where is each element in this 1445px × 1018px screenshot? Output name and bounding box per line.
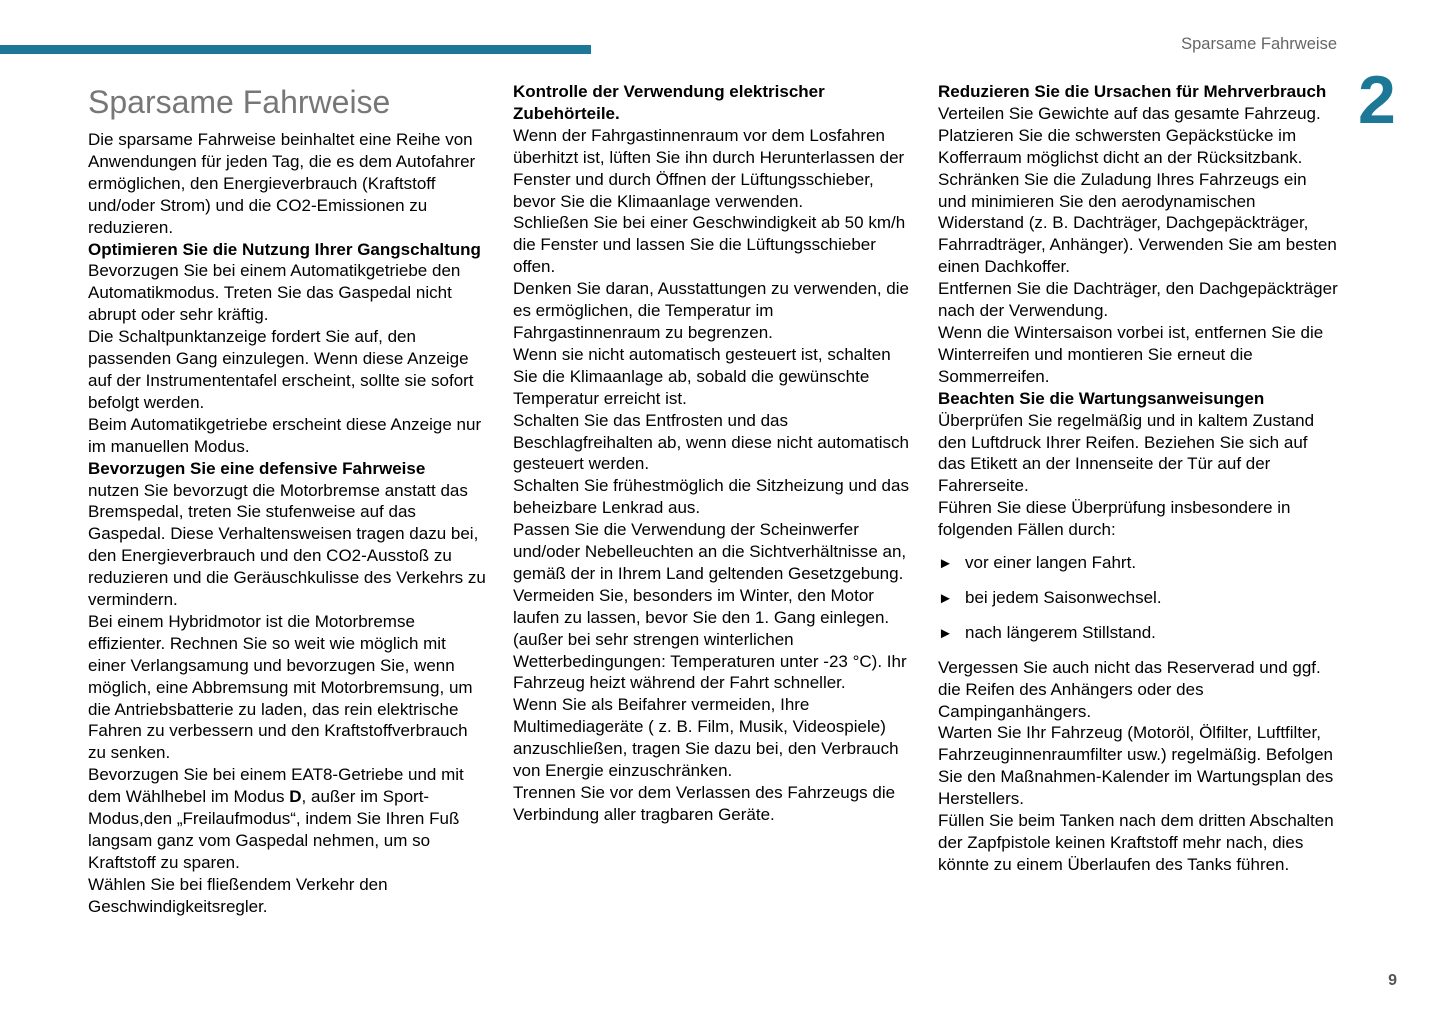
column-2	[513, 81, 918, 826]
heading-elektrische-zubehoerteile: Kontrolle der Verwendung elektrischer Zubehörteile.	[513, 82, 825, 123]
heading-gangschaltung: Optimieren Sie die Nutzung Ihrer Gangschaltung	[88, 239, 481, 259]
heading-defensive-fahrweise: Bevorzugen Sie eine defensive Fahrweise	[88, 458, 426, 478]
paragraph: Wenn der Fahrgastinnenraum vor dem Losfahren überhitzt ist, lüften Sie ihn durch Herunterlassen der Fenster und durch Öffnen der Lüftungsschieber, bevor Sie die Klimaanlage verwenden.	[513, 125, 905, 211]
paragraph: Überprüfen Sie regelmäßig und in kaltem Zustand den Luftdruck Ihrer Reifen. Beziehen Sie sich auf das Etikett an der Innenseite der Tür auf der Fahrerseite.	[938, 410, 1315, 496]
list-item	[938, 622, 1338, 645]
paragraph: Führen Sie diese Überprüfung insbesondere in folgenden Fällen durch:	[938, 498, 1291, 540]
heading-wartungsanweisungen: Beachten Sie die Wartungsanweisungen	[938, 388, 1265, 408]
page-number: 9	[1388, 972, 1397, 989]
paragraph: Passen Sie die Verwendung der Scheinwerfer und/oder Nebelleuchten an die Sichtverhältnisse an, gemäß der in Ihrem Land geltenden Gesetzgebung.	[513, 520, 907, 583]
running-header: Sparsame Fahrweise	[1181, 35, 1337, 53]
chapter-number: 2	[1358, 62, 1396, 138]
paragraph: Wenn die Wintersaison vorbei ist, entfernen Sie die Winterreifen und montieren Sie erneut die Sommerreifen.	[938, 322, 1324, 386]
paragraph: Vermeiden Sie, besonders im Winter, den Motor laufen zu lassen, bevor Sie den 1. Gang einlegen.(außer bei sehr strengen winterlichen Wetterbedingungen: Temperaturen unter -23 °C). Ihr Fahrzeug heizt während der Fahrt schneller.	[513, 585, 907, 693]
paragraph: Vergessen Sie auch nicht das Reserverad und ggf. die Reifen des Anhängers oder des Campinganhängers.	[938, 657, 1321, 721]
paragraph: Schalten Sie frühestmöglich die Sitzheizung und das beheizbare Lenkrad aus.	[513, 476, 909, 518]
triangle-bullet-icon: ►	[938, 589, 953, 607]
paragraph: Füllen Sie beim Tanken nach dem dritten Abschalten der Zapfpistole keinen Kraftstoff mehr nach, dies könnte zu einem Überlaufen des Tanks führen.	[938, 811, 1334, 874]
list-item	[938, 552, 1338, 575]
paragraph: Schränken Sie die Zuladung Ihres Fahrzeugs ein und minimieren Sie den aerodynamischen Widerstand (z. B. Dachträger, Dachgepäckträger, Fahrradträger, Anhänger). Verwenden Sie am besten einen Dachkoffer.	[938, 169, 1337, 277]
paragraph: Schließen Sie bei einer Geschwindigkeit ab 50 km/h die Fenster und lassen Sie die Lüftungsschieber offen.	[513, 213, 906, 277]
triangle-bullet-icon: ►	[938, 624, 953, 642]
heading-mehrverbrauch: Reduzieren Sie die Ursachen für Mehrverbrauch	[938, 82, 1327, 101]
paragraph: Wählen Sie bei fließendem Verkehr den Geschwindigkeitsregler.	[88, 874, 388, 916]
triangle-bullet-icon: ►	[938, 555, 953, 573]
paragraph: Bei einem Hybridmotor ist die Motorbremse effizienter. Rechnen Sie so weit wie möglich mit einer Verlangsamung und bevorzugen Sie, wenn möglich, eine Abbremsung mit Motorbremsung, um die Antriebsbatterie zu laden, das rein elektrische Fahren zu verbessern und den Kraftstoffverbrauch zu senken.	[88, 611, 473, 763]
paragraph: Wenn sie nicht automatisch gesteuert ist, schalten Sie die Klimaanlage ab, sobald die gewünschte Temperatur erreicht ist.	[513, 344, 891, 408]
list-item-text: vor einer langen Fahrt.	[965, 553, 1137, 573]
paragraph: Schalten Sie das Entfrosten und das Beschlagfreihalten ab, wenn diese nicht automatisch gesteuert werden.	[513, 410, 909, 474]
paragraph: nutzen Sie bevorzugt die Motorbremse anstatt das Bremspedal, treten Sie stufenweise auf das Gaspedal. Diese Verhaltensweisen tragen dazu bei, den Energieverbrauch und den CO2-Ausstoß zu reduzieren und die Geräuschkulisse des Verkehrs zu vermindern.	[88, 480, 486, 610]
header-accent-bar	[0, 45, 591, 54]
column-3	[938, 81, 1338, 876]
paragraph-eat8	[88, 764, 488, 874]
page-title: Sparsame Fahrweise	[88, 84, 391, 120]
paragraph: Die Schaltpunktanzeige fordert Sie auf, den passenden Gang einzulegen. Wenn diese Anzeige auf der Instrumententafel erscheint, sollte sie sofort befolgt werden.	[88, 327, 474, 412]
intro-paragraph: Die sparsame Fahrweise beinhaltet eine Reihe von Anwendungen für jeden Tag, die es dem Autofahrer ermöglichen, den Energieverbrauch (Kraftstoff und/oder Strom) und die CO2-Emissionen zu reduzieren.	[88, 130, 476, 237]
paragraph: Bevorzugen Sie bei einem Automatikgetriebe den Automatikmodus. Treten Sie das Gaspedal nicht abrupt oder sehr kräftig.	[88, 261, 461, 325]
paragraph: Denken Sie daran, Ausstattungen zu verwenden, die es ermöglichen, die Temperatur im Fahrgastinnenraum zu begrenzen.	[513, 279, 909, 342]
text-span: Bevorzugen Sie bei einem EAT8-Getriebe und mit dem Wählhebel im Modus	[88, 765, 464, 807]
column-1	[88, 82, 488, 918]
list-item-text: nach längerem Stillstand.	[965, 622, 1156, 642]
paragraph: Verteilen Sie Gewichte auf das gesamte Fahrzeug. Platzieren Sie die schwersten Gepäckstücke im Kofferraum möglichst dicht an der Rücksitzbank.	[938, 103, 1321, 167]
list-item-text: bei jedem Saisonwechsel.	[965, 587, 1162, 607]
paragraph: Beim Automatikgetriebe erscheint diese Anzeige nur im manuellen Modus.	[88, 414, 482, 456]
paragraph: Trennen Sie vor dem Verlassen des Fahrzeugs die Verbindung aller tragbaren Geräte.	[513, 783, 896, 824]
bullet-list	[938, 552, 1338, 645]
paragraph: Entfernen Sie die Dachträger, den Dachgepäckträger nach der Verwendung.	[938, 279, 1338, 321]
paragraph: Warten Sie Ihr Fahrzeug (Motoröl, Ölfilter, Luftfilter, Fahrzeuginnenraumfilter usw.) regelmäßig. Befolgen Sie den Maßnahmen-Kalender im Wartungsplan des Herstellers.	[938, 723, 1334, 809]
paragraph: Wenn Sie als Beifahrer vermeiden, Ihre Multimediageräte ( z. B. Film, Musik, Videospiele) anzuschließen, tragen Sie dazu bei, den Verbrauch von Energie einzuschränken.	[513, 695, 899, 781]
text-span: , außer im Sport-Modus,den „Freilaufmodus“, indem Sie Ihren Fuß langsam ganz vom Gaspedal nehmen, um so Kraftstoff zu sparen.	[88, 787, 460, 872]
mode-d-label: D	[289, 787, 302, 807]
list-item	[938, 587, 1338, 610]
